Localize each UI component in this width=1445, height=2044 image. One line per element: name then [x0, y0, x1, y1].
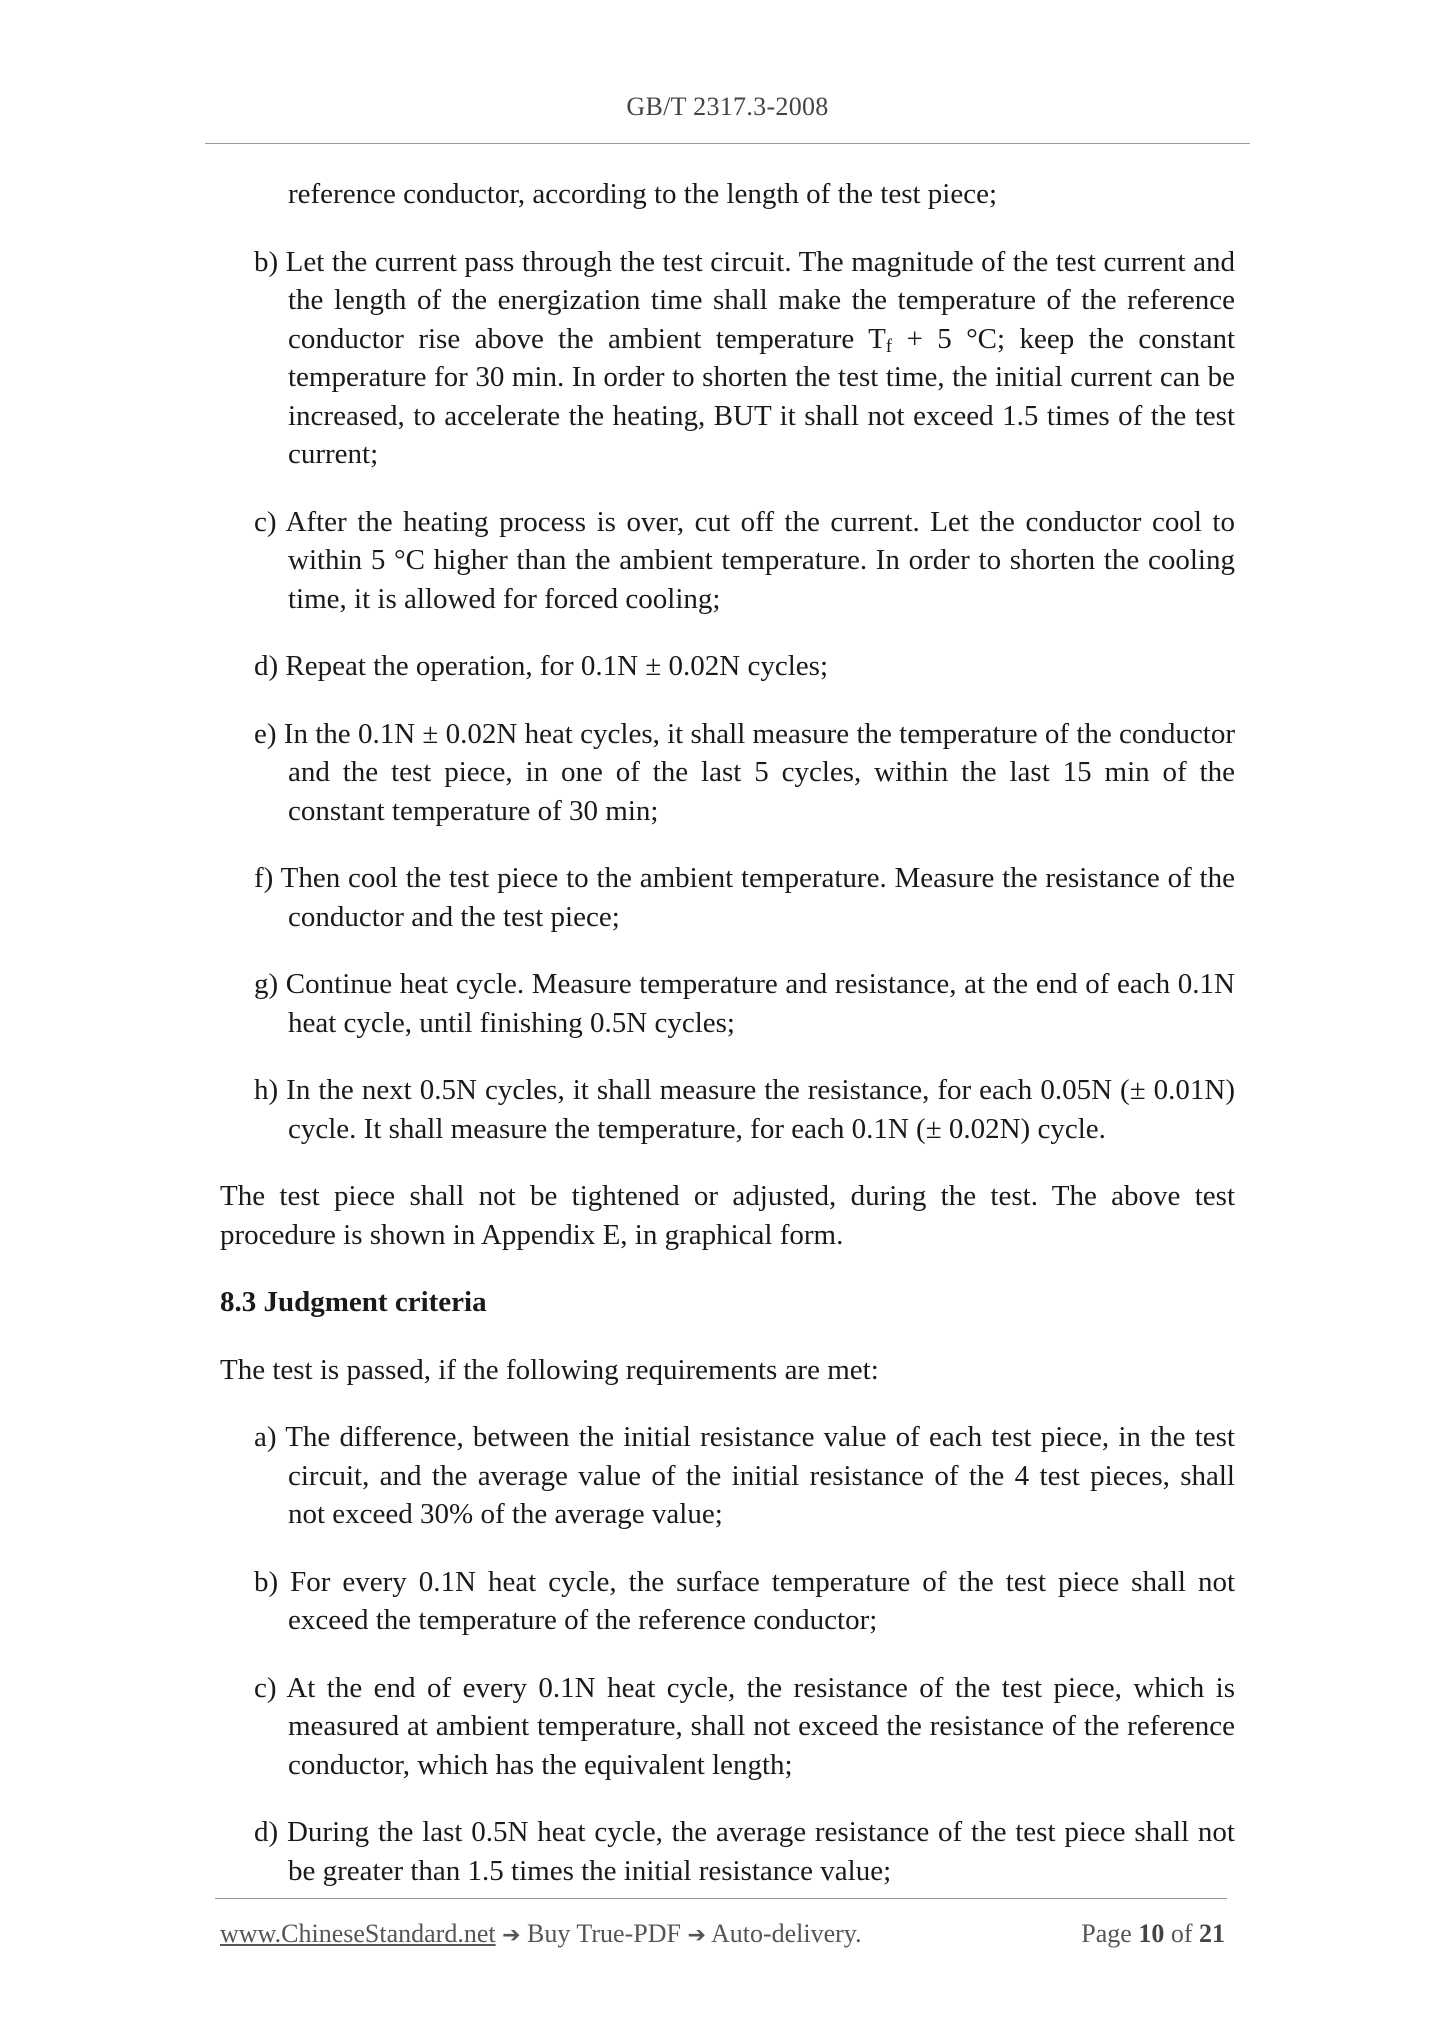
criterion-a: a) The difference, between the initial resistance value of each test piece, in the test circuit, and the average value of the initial resistance of the 4 test pieces, shall not exceed 30% of the average value;: [254, 1421, 1235, 1530]
arrow-right-icon: ➔: [502, 1923, 521, 1948]
procedure-item-h: h) In the next 0.5N cycles, it shall measure the resistance, for each 0.05N (± 0.01N) cycle. It shall measure the temperature, for each 0.1N (± 0.02N) cycle.: [254, 1074, 1235, 1145]
header-divider: [205, 143, 1250, 144]
document-header: GB/T 2317.3-2008: [626, 92, 829, 121]
arrow-right-icon: ➔: [687, 1923, 706, 1948]
section-heading: 8.3 Judgment criteria: [220, 1286, 487, 1318]
site-link[interactable]: www.ChineseStandard.net: [220, 1919, 496, 1948]
procedure-item-g: g) Continue heat cycle. Measure temperature and resistance, at the end of each 0.1N heat cycle, until finishing 0.5N cycles;: [254, 968, 1235, 1039]
total-pages: 21: [1199, 1919, 1225, 1948]
procedure-item-b: b) Let the current pass through the test circuit. The magnitude of the test current and the length of the energization time shall make the temperature of the reference conductor rise above the ambient temperature $T_f + 5$ °C; keep the constant temperature for 30 min. In order to shorten the test time, the initial current can be increased, to accelerate the heating, BUT it shall not exceed 1.5 times of the test current;: [254, 245, 1236, 470]
delivery-text: Auto-delivery.: [705, 1919, 862, 1948]
criterion-c: c) At the end of every 0.1N heat cycle, the resistance of the test piece, which is measured at ambient temperature, shall not exceed the resistance of the reference conductor, which has the equivalent length;: [254, 1671, 1235, 1781]
criterion-d: d) During the last 0.5N heat cycle, the average resistance of the test piece shall not be greater than 1.5 times the initial resistance value;: [254, 1816, 1235, 1887]
footer-divider: [215, 1898, 1227, 1899]
document-body: [220, 175, 1235, 1890]
subscript-f: f: [885, 335, 893, 357]
page-number: 10: [1138, 1919, 1165, 1948]
footer-promo: [220, 1919, 862, 1949]
item-a-continuation: reference conductor, according to the length of the test piece;: [288, 178, 998, 210]
procedure-item-c: c) After the heating process is over, cut off the current. Let the conductor cool to within 5 °C higher than the ambient temperature. In order to shorten the cooling time, it is allowed for forced cooling;: [254, 505, 1235, 615]
procedure-item-e: e) In the 0.1N ± 0.02N heat cycles, it shall measure the temperature of the conductor and the test piece, in one of the last 5 cycles, within the last 15 min of the constant temperature of 30 min;: [254, 717, 1235, 827]
criterion-b: b) For every 0.1N heat cycle, the surface temperature of the test piece shall not exceed the temperature of the reference conductor;: [254, 1565, 1235, 1636]
procedure-note: The test piece shall not be tightened or adjusted, during the test. The above test procedure is shown in Appendix E, in graphical form.: [220, 1180, 1235, 1251]
buy-text: Buy True-PDF: [520, 1919, 688, 1948]
page-indicator: Page 10 of 21: [1081, 1919, 1225, 1948]
section-intro: The test is passed, if the following requirements are met:: [220, 1353, 879, 1386]
procedure-item-d: d) Repeat the operation, for 0.1N ± 0.02N cycles;: [254, 650, 828, 682]
procedure-item-f: f) Then cool the test piece to the ambient temperature. Measure the resistance of the conductor and the test piece;: [254, 862, 1235, 933]
